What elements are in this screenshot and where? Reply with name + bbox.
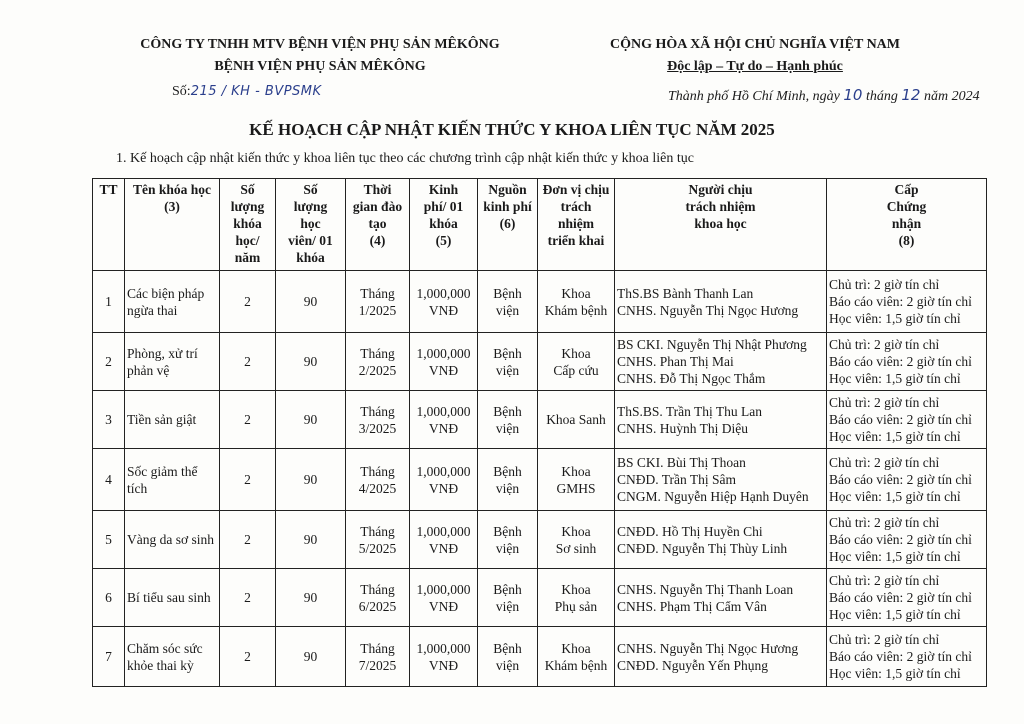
cell-time [346, 511, 410, 569]
cell-text: 90 [303, 472, 318, 487]
header-text: gian đào [352, 199, 403, 214]
cell-num-courses [220, 627, 276, 687]
cell-num-courses [220, 271, 276, 333]
cell-text: Tháng [360, 523, 395, 539]
cell-text: Chủ trì: 2 giờ tín chỉ [829, 395, 940, 410]
cell-scientific-lead [615, 271, 827, 333]
cell-text: Tháng [360, 345, 395, 361]
cell-text: viện [495, 657, 520, 673]
header-text: triển khai [547, 233, 605, 248]
cell-text: 1,000,000 [416, 345, 471, 361]
table-body [93, 271, 987, 687]
cell-text: 1/2025 [358, 302, 397, 318]
header-text: Thời [363, 182, 392, 197]
header-text: lượng [230, 199, 265, 214]
cell-text: CNHS. Nguyễn Thị Ngọc Hương [617, 302, 799, 318]
cell-text: Bệnh [493, 403, 522, 419]
cell-text: 2 [244, 412, 251, 427]
cell-responsible-unit [538, 511, 615, 569]
cell-text: Học viên: 1,5 giờ tín chỉ [829, 311, 961, 326]
cell-text: 7 [105, 649, 112, 664]
national-header [560, 34, 950, 78]
cell-cost [410, 333, 478, 391]
cell-text: CNHS. Phan Thị Mai [617, 354, 734, 369]
cell-text: Bệnh [493, 581, 522, 597]
cell-text: 90 [303, 590, 318, 605]
cell-responsible-unit [538, 391, 615, 449]
cell-text: Khoa [561, 463, 591, 479]
cell-num-courses [220, 333, 276, 391]
cell-text: Báo cáo viên: 2 giờ tín chỉ [829, 590, 972, 605]
cell-text: CNHS. Huỳnh Thị Diệu [617, 420, 749, 436]
cell-text: 2 [244, 294, 251, 309]
cell-text: CNĐD. Trần Thị Sâm [617, 472, 737, 487]
cell-certificate [827, 627, 987, 687]
cell-text: BS CKI. Nguyễn Thị Nhật Phương [617, 337, 807, 352]
date-year: năm 2024 [923, 89, 980, 104]
cell-text: VNĐ [428, 302, 459, 318]
cell-tt [93, 511, 125, 569]
cell-text: CNĐD. Hồ Thị Huyền Chi [617, 523, 763, 539]
header-text: (5) [435, 233, 452, 248]
cell-text: Khoa [561, 523, 591, 539]
cell-text: VNĐ [428, 657, 459, 673]
cell-time [346, 627, 410, 687]
header-text: Số [240, 182, 255, 197]
cell-text: ThS.BS. Trần Thị Thu Lan [617, 403, 763, 419]
cell-text: CNHS. Phạm Thị Cẩm Vân [617, 598, 767, 614]
header-text: Cấp [894, 182, 919, 197]
training-plan-table [92, 178, 987, 687]
cell-text: Khoa Sanh [546, 412, 606, 427]
header-text: khoa học [694, 216, 747, 231]
cell-cost [410, 449, 478, 511]
cell-cost [410, 271, 478, 333]
cell-text: 3 [105, 412, 112, 427]
cell-responsible-unit [538, 449, 615, 511]
cell-text: 1,000,000 [416, 403, 471, 419]
cell-num-students [276, 271, 346, 333]
cell-text: Khoa [561, 285, 591, 301]
header-text: khóa [296, 250, 325, 265]
cell-text: 1 [105, 294, 112, 309]
cell-time [346, 271, 410, 333]
header-text: tạo [368, 216, 387, 231]
cell-num-courses [220, 569, 276, 627]
cell-text: Tháng [360, 581, 395, 597]
hospital-name: BỆNH VIỆN PHỤ SẢN MÊKÔNG [214, 59, 426, 74]
cell-text: Báo cáo viên: 2 giờ tín chỉ [829, 649, 972, 664]
cell-tt [93, 271, 125, 333]
cell-text: 1,000,000 [416, 463, 471, 479]
table-row [93, 511, 987, 569]
cell-text: Bí tiểu sau sinh [127, 590, 211, 605]
cell-text: Học viên: 1,5 giờ tín chỉ [829, 371, 961, 386]
cell-text: Tháng [360, 463, 395, 479]
cell-text: 2 [105, 354, 112, 369]
header-text: khóa [429, 216, 458, 231]
cell-text: Khoa [561, 640, 591, 656]
header-text: kinh phí [483, 199, 532, 214]
header-text: Chứng [886, 199, 927, 214]
cell-course-name [125, 391, 220, 449]
cell-text: Báo cáo viên: 2 giờ tín chỉ [829, 472, 972, 487]
cell-text: Chủ trì: 2 giờ tín chỉ [829, 455, 940, 470]
cell-tt [93, 627, 125, 687]
document-number [172, 84, 322, 100]
cell-text: viện [495, 420, 520, 436]
organization-header [100, 34, 540, 78]
header-text: học/ [235, 233, 260, 248]
cell-text: CNHS. Nguyễn Thị Thanh Loan [617, 581, 794, 597]
header-text: khóa [233, 216, 262, 231]
date-prefix: Thành phố Hồ Chí Minh, ngày [668, 89, 840, 104]
cell-course-name [125, 271, 220, 333]
nation-name: CỘNG HÒA XÃ HỘI CHỦ NGHĨA VIỆT NAM [609, 37, 900, 52]
cell-text: 7/2025 [358, 657, 397, 673]
cell-text: Học viên: 1,5 giờ tín chỉ [829, 666, 961, 681]
header-text: viên/ 01 [288, 233, 333, 248]
cell-scientific-lead [615, 333, 827, 391]
cell-text: CNHS. Đỗ Thị Ngọc Thắm [617, 371, 766, 386]
cell-num-students [276, 391, 346, 449]
cell-tt [93, 569, 125, 627]
cell-text: 90 [303, 354, 318, 369]
cell-text: viện [495, 302, 520, 318]
cell-text: Khám bệnh [544, 302, 608, 318]
cell-text: VNĐ [428, 480, 459, 496]
cell-num-students [276, 569, 346, 627]
cell-text: 90 [303, 412, 318, 427]
header-num-students [276, 179, 346, 271]
cell-certificate [827, 391, 987, 449]
cell-funding-source [478, 449, 538, 511]
cell-text: 1,000,000 [416, 285, 471, 301]
cell-text: CNGM. Nguyễn Hiệp Hạnh Duyên [617, 489, 809, 504]
cell-text: Chủ trì: 2 giờ tín chỉ [829, 515, 940, 530]
cell-text: Bệnh [493, 640, 522, 656]
cell-text: Bệnh [493, 523, 522, 539]
cell-text: Học viên: 1,5 giờ tín chỉ [829, 607, 961, 622]
cell-text: ThS.BS Bành Thanh Lan [617, 285, 754, 301]
header-responsible-unit [538, 179, 615, 271]
cell-tt [93, 449, 125, 511]
header-text: nhận [891, 216, 922, 231]
cell-text: viện [495, 598, 520, 614]
cell-responsible-unit [538, 569, 615, 627]
cell-cost [410, 391, 478, 449]
date-month: 12 [901, 86, 921, 104]
cell-text: Chủ trì: 2 giờ tín chỉ [829, 337, 940, 352]
cell-certificate [827, 333, 987, 391]
header-funding-source [478, 179, 538, 271]
cell-course-name [125, 449, 220, 511]
cell-cost [410, 627, 478, 687]
cell-text: 90 [303, 649, 318, 664]
header-text: TT [99, 182, 118, 197]
cell-text: Tháng [360, 403, 395, 419]
cell-text: CNHS. Nguyễn Thị Ngọc Hương [617, 640, 799, 656]
cell-num-courses [220, 511, 276, 569]
cell-text: Sốc giảm thể [127, 463, 198, 479]
cell-course-name [125, 333, 220, 391]
cell-tt [93, 391, 125, 449]
document-date [668, 86, 980, 105]
cell-responsible-unit [538, 627, 615, 687]
cell-funding-source [478, 627, 538, 687]
cell-text: Sơ sinh [555, 540, 597, 556]
cell-scientific-lead [615, 449, 827, 511]
company-name: CÔNG TY TNHH MTV BỆNH VIỆN PHỤ SẢN MÊKÔNG [140, 37, 500, 52]
cell-text: Bệnh [493, 285, 522, 301]
cell-scientific-lead [615, 391, 827, 449]
cell-text: VNĐ [428, 420, 459, 436]
document-title: KẾ HOẠCH CẬP NHẬT KIẾN THỨC Y KHOA LIÊN TỤC NĂM 2025 [249, 120, 775, 139]
header-text: Đơn vị chịu [542, 182, 610, 197]
cell-text: Báo cáo viên: 2 giờ tín chỉ [829, 294, 972, 309]
cell-responsible-unit [538, 333, 615, 391]
cell-text: 2 [244, 649, 251, 664]
cell-text: Các biện pháp [127, 285, 205, 301]
cell-text: CNĐD. Nguyễn Yến Phụng [617, 657, 768, 673]
cell-funding-source [478, 333, 538, 391]
cell-text: 1,000,000 [416, 640, 471, 656]
cell-text: 5/2025 [358, 540, 397, 556]
cell-text: 1,000,000 [416, 523, 471, 539]
header-text: lượng [293, 199, 328, 214]
cell-text: ngừa thai [127, 302, 178, 318]
cell-num-courses [220, 391, 276, 449]
date-month-label: tháng [865, 89, 898, 104]
header-text: nhiệm [557, 216, 594, 231]
cell-funding-source [478, 569, 538, 627]
header-certificate [827, 179, 987, 271]
cell-scientific-lead [615, 511, 827, 569]
cell-text: BS CKI. Bùi Thị Thoan [617, 455, 746, 470]
header-text: năm [234, 250, 261, 265]
cell-text: Tháng [360, 285, 395, 301]
cell-certificate [827, 511, 987, 569]
header-text: trách nhiệm [685, 199, 756, 214]
document-number-label: Số: [172, 84, 191, 99]
header-text: (6) [499, 216, 516, 231]
header-text: học [300, 216, 321, 231]
cell-text: 2/2025 [358, 362, 397, 378]
table-row [93, 569, 987, 627]
cell-time [346, 449, 410, 511]
cell-tt [93, 333, 125, 391]
cell-num-students [276, 511, 346, 569]
cell-text: Vàng da sơ sinh [127, 532, 215, 547]
cell-text: 90 [303, 294, 318, 309]
cell-text: 1,000,000 [416, 581, 471, 597]
cell-funding-source [478, 511, 538, 569]
header-tt [93, 179, 125, 271]
cell-text: Báo cáo viên: 2 giờ tín chỉ [829, 412, 972, 427]
cell-course-name [125, 511, 220, 569]
cell-text: Chủ trì: 2 giờ tín chỉ [829, 573, 940, 588]
cell-text: viện [495, 480, 520, 496]
cell-text: Cấp cứu [553, 362, 599, 378]
header-time [346, 179, 410, 271]
cell-text: Chủ trì: 2 giờ tín chỉ [829, 277, 940, 292]
header-text: Nguồn [488, 182, 527, 197]
cell-text: GMHS [556, 480, 596, 496]
cell-text: Chăm sóc sức [127, 640, 203, 656]
table-header-row [93, 179, 987, 271]
cell-course-name [125, 627, 220, 687]
cell-text: Khoa [561, 345, 591, 361]
cell-text: khỏe thai kỳ [127, 657, 194, 673]
cell-time [346, 333, 410, 391]
cell-text: Học viên: 1,5 giờ tín chỉ [829, 429, 961, 444]
cell-text: 2 [244, 590, 251, 605]
cell-text: viện [495, 540, 520, 556]
table-row [93, 449, 987, 511]
table-row [93, 333, 987, 391]
cell-text: phản vệ [127, 362, 170, 378]
cell-text: Tháng [360, 640, 395, 656]
cell-text: Học viên: 1,5 giờ tín chỉ [829, 489, 961, 504]
cell-text: VNĐ [428, 362, 459, 378]
cell-text: Khám bệnh [544, 657, 608, 673]
cell-text: 2 [244, 472, 251, 487]
cell-scientific-lead [615, 569, 827, 627]
header-text: phí/ 01 [423, 199, 464, 214]
header-num-courses [220, 179, 276, 271]
cell-certificate [827, 569, 987, 627]
cell-text: 2 [244, 532, 251, 547]
cell-funding-source [478, 271, 538, 333]
cell-certificate [827, 449, 987, 511]
cell-num-courses [220, 449, 276, 511]
header-scientific-lead [615, 179, 827, 271]
cell-text: VNĐ [428, 598, 459, 614]
cell-responsible-unit [538, 271, 615, 333]
header-text: trách [560, 199, 592, 214]
cell-text: Phòng, xử trí [127, 345, 198, 361]
header-text: Kinh [428, 182, 459, 197]
cell-text: Chủ trì: 2 giờ tín chỉ [829, 632, 940, 647]
header-cost [410, 179, 478, 271]
cell-text: Khoa [561, 581, 591, 597]
cell-text: 3/2025 [358, 420, 397, 436]
cell-funding-source [478, 391, 538, 449]
cell-num-students [276, 449, 346, 511]
header-course-name [125, 179, 220, 271]
header-text: Người chịu [688, 182, 753, 197]
cell-time [346, 569, 410, 627]
cell-time [346, 391, 410, 449]
cell-text: Phụ sản [554, 598, 598, 614]
cell-cost [410, 511, 478, 569]
cell-course-name [125, 569, 220, 627]
cell-text: Học viên: 1,5 giờ tín chỉ [829, 549, 961, 564]
table-row [93, 627, 987, 687]
cell-num-students [276, 627, 346, 687]
cell-text: Bệnh [493, 463, 522, 479]
cell-text: viện [495, 362, 520, 378]
cell-text: 90 [303, 532, 318, 547]
cell-text: VNĐ [428, 540, 459, 556]
header-text: (4) [369, 233, 386, 248]
cell-cost [410, 569, 478, 627]
header-text: (3) [164, 199, 180, 214]
header-text: (8) [898, 233, 915, 248]
cell-text: CNĐD. Nguyễn Thị Thùy Linh [617, 540, 788, 556]
cell-text: 2 [244, 354, 251, 369]
header-text: Số [303, 182, 318, 197]
cell-text: 4 [105, 472, 112, 487]
cell-text: Tiền sản giật [127, 412, 197, 427]
cell-text: 6/2025 [358, 598, 397, 614]
cell-text: 4/2025 [358, 480, 397, 496]
cell-num-students [276, 333, 346, 391]
cell-certificate [827, 271, 987, 333]
cell-text: 5 [105, 532, 112, 547]
cell-text: Báo cáo viên: 2 giờ tín chỉ [829, 354, 972, 369]
cell-text: tích [127, 480, 148, 496]
national-motto: Độc lập – Tự do – Hạnh phúc [667, 59, 843, 74]
table-row [93, 271, 987, 333]
header-text: Tên khóa học [132, 182, 212, 197]
table-row [93, 391, 987, 449]
cell-text: Báo cáo viên: 2 giờ tín chỉ [829, 532, 972, 547]
cell-text: 6 [105, 590, 112, 605]
cell-scientific-lead [615, 627, 827, 687]
cell-text: Bệnh [493, 345, 522, 361]
section-heading: 1. Kế hoạch cập nhật kiến thức y khoa liên tục theo các chương trình cập nhật kiến thức y khoa liên tục [116, 151, 694, 166]
document-number-value: 215 / KH - BVPSMK [190, 84, 322, 99]
date-day: 10 [843, 86, 863, 104]
